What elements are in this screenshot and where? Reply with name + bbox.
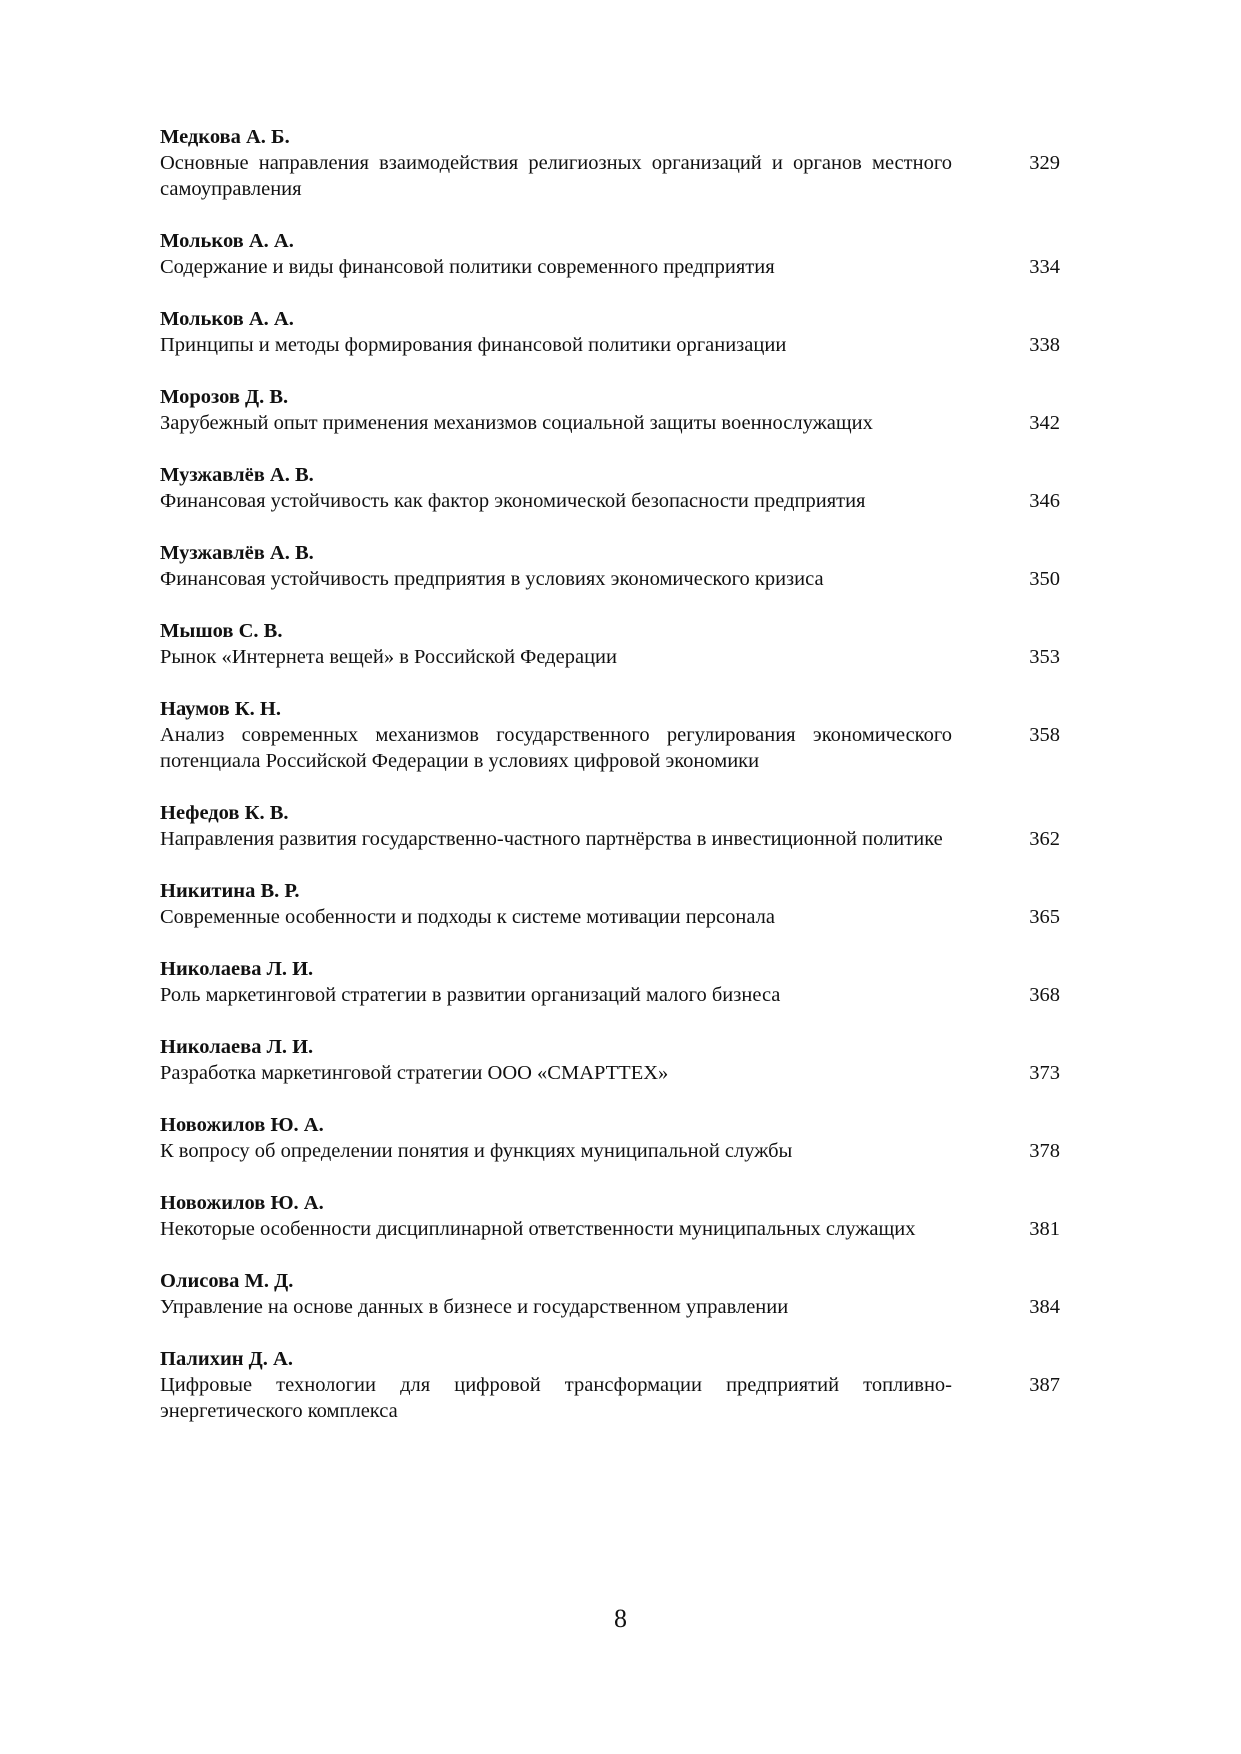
toc-entry	[160, 1034, 1060, 1086]
entry-title: Основные направления взаимодействия религиозных организаций и органов местного самоуправления	[160, 152, 952, 200]
entry-page-number: 378	[1029, 1140, 1060, 1162]
entry-author: Мольков А. А.	[160, 308, 294, 330]
entry-author: Николаева Л. И.	[160, 1036, 314, 1058]
entry-author: Музжавлёв А. В.	[160, 542, 314, 564]
entry-author: Николаева Л. И.	[160, 958, 314, 980]
entry-title: Современные особенности и подходы к системе мотивации персонала	[160, 906, 775, 928]
toc-entry	[160, 1268, 1060, 1320]
entry-page-number: 353	[1029, 646, 1060, 668]
toc-entry	[160, 696, 1060, 774]
entry-author: Морозов Д. В.	[160, 386, 289, 408]
entry-title: Роль маркетинговой стратегии в развитии организаций малого бизнеса	[160, 984, 781, 1006]
entry-row	[160, 1294, 1060, 1320]
entry-page-number: 346	[1029, 490, 1060, 512]
toc-entry	[160, 228, 1060, 280]
entry-row	[160, 722, 1060, 774]
entry-row	[160, 982, 1060, 1008]
toc-entry	[160, 1346, 1060, 1424]
entry-row	[160, 1372, 1060, 1424]
entry-page-number: 368	[1029, 984, 1060, 1006]
entry-author: Нефедов К. В.	[160, 802, 289, 824]
entry-title: Принципы и методы формирования финансовой политики организации	[160, 334, 787, 356]
entry-title: Цифровые технологии для цифровой трансформации предприятий топливно-энергетического комплекса	[160, 1374, 952, 1422]
entry-author: Мольков А. А.	[160, 230, 294, 252]
toc-entry	[160, 956, 1060, 1008]
entry-row	[160, 410, 1060, 436]
toc-entry	[160, 1190, 1060, 1242]
entry-page-number: 350	[1029, 568, 1060, 590]
toc-entry	[160, 800, 1060, 852]
entry-title: Зарубежный опыт применения механизмов социальной защиты военнослужащих	[160, 412, 873, 434]
entry-row	[160, 826, 1060, 852]
toc-entry	[160, 618, 1060, 670]
entry-title: Направления развития государственно-частного партнёрства в инвестиционной политике	[160, 828, 943, 850]
entry-page-number: 334	[1029, 256, 1060, 278]
entry-title: Финансовая устойчивость как фактор экономической безопасности предприятия	[160, 490, 866, 512]
toc-entry	[160, 384, 1060, 436]
entry-row	[160, 1138, 1060, 1164]
entry-title: Некоторые особенности дисциплинарной ответственности муниципальных служащих	[160, 1218, 916, 1240]
entry-page-number: 387	[1029, 1374, 1060, 1396]
entry-author: Новожилов Ю. А.	[160, 1114, 324, 1136]
entry-row	[160, 904, 1060, 930]
entry-title: Содержание и виды финансовой политики современного предприятия	[160, 256, 775, 278]
entry-author: Медкова А. Б.	[160, 126, 290, 148]
page-number: 8	[614, 1604, 627, 1633]
table-of-contents	[160, 124, 1060, 1450]
toc-entry	[160, 462, 1060, 514]
entry-page-number: 338	[1029, 334, 1060, 356]
entry-page-number: 329	[1029, 152, 1060, 174]
entry-author: Олисова М. Д.	[160, 1270, 294, 1292]
entry-row	[160, 254, 1060, 280]
entry-title: Управление на основе данных в бизнесе и государственном управлении	[160, 1296, 789, 1318]
toc-entry	[160, 1112, 1060, 1164]
entry-row	[160, 644, 1060, 670]
entry-author: Новожилов Ю. А.	[160, 1192, 324, 1214]
entry-author: Никитина В. Р.	[160, 880, 300, 902]
entry-page-number: 373	[1029, 1062, 1060, 1084]
entry-page-number: 362	[1029, 828, 1060, 850]
toc-entry	[160, 306, 1060, 358]
entry-page-number: 358	[1029, 724, 1060, 746]
entry-author: Палихин Д. А.	[160, 1348, 293, 1370]
entry-row	[160, 150, 1060, 202]
entry-row	[160, 1060, 1060, 1086]
entry-row	[160, 1216, 1060, 1242]
toc-entry	[160, 540, 1060, 592]
entry-title: К вопросу об определении понятия и функциях муниципальной службы	[160, 1140, 793, 1162]
toc-entry	[160, 878, 1060, 930]
entry-title: Анализ современных механизмов государственного регулирования экономического потенциала Российской Федерации в условиях цифровой экономики	[160, 724, 952, 772]
entry-author: Музжавлёв А. В.	[160, 464, 314, 486]
entry-page-number: 342	[1029, 412, 1060, 434]
entry-title: Разработка маркетинговой стратегии ООО «СМАРТТЕХ»	[160, 1062, 669, 1084]
entry-title: Финансовая устойчивость предприятия в условиях экономического кризиса	[160, 568, 824, 590]
entry-page-number: 384	[1029, 1296, 1060, 1318]
entry-page-number: 381	[1029, 1218, 1060, 1240]
entry-author: Наумов К. Н.	[160, 698, 281, 720]
entry-row	[160, 488, 1060, 514]
entry-page-number: 365	[1029, 906, 1060, 928]
entry-author: Мышов С. В.	[160, 620, 283, 642]
entry-title: Рынок «Интернета вещей» в Российской Федерации	[160, 646, 617, 668]
entry-row	[160, 566, 1060, 592]
entry-row	[160, 332, 1060, 358]
toc-entry	[160, 124, 1060, 202]
